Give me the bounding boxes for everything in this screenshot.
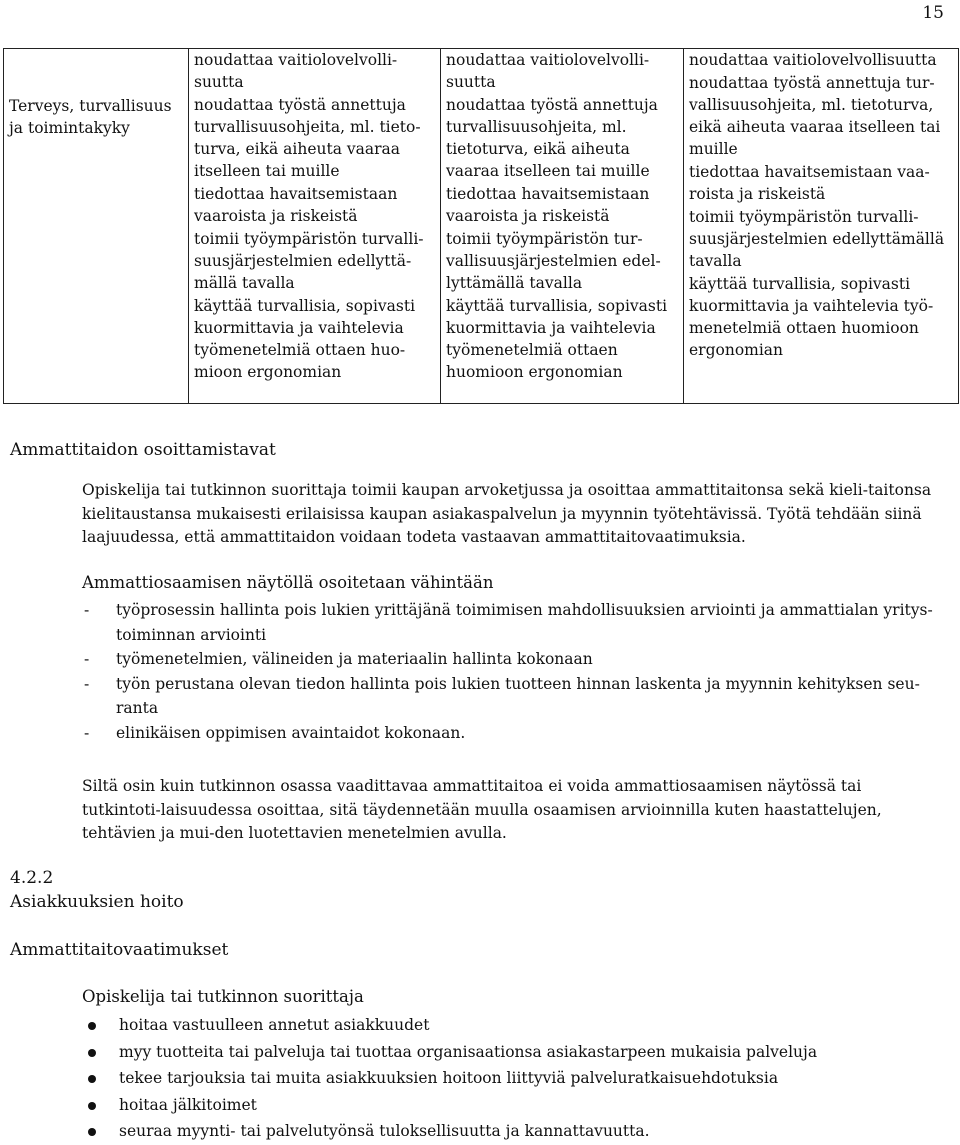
list-item: myy tuotteita tai palveluja tai tuottaa organisaationsa asiakastarpeen mukaisia palveluja — [82, 1039, 942, 1066]
criterion: käyttää turvallisia, sopivasti kuormittavia ja vaihtelevia työ-menetelmiä ottaen huomioon ergonomian — [689, 275, 934, 359]
list-item: - työmenetelmien, välineiden ja materiaalin hallinta kokonaan — [82, 647, 942, 672]
list-item: hoitaa vastuulleen annetut asiakkuudet — [82, 1012, 942, 1039]
criteria-column — [684, 49, 959, 404]
criterion: noudattaa työstä annettuja turvallisuusohjeita, ml. tieto-turva, eikä aiheuta vaaraa itselleen tai muille — [194, 96, 421, 180]
assessment-supplement: Siltä osin kuin tutkinnon osassa vaadittavaa ammattitaitoa ei voida ammattiosaamisen näytössä tai tutkintoti-laisuudessa osoittaa, sitä täydennetään muulla osaamisen arvioinnilla kuten haastattelujen, tehtävien ja mui-den luotettavien menetelmien avulla. — [82, 777, 882, 842]
criterion: noudattaa vaitiolovelvolli-suutta — [194, 51, 398, 91]
criterion: noudattaa vaitiolovelvolli-suutta — [446, 51, 650, 91]
criterion: tiedottaa havaitsemistaan vaa-roista ja riskeistä — [689, 163, 930, 203]
requirements-heading: Ammattitaitovaatimukset — [10, 940, 229, 960]
requirements-list — [82, 1012, 942, 1145]
criterion: tiedottaa havaitsemistaan vaaroista ja riskeistä — [194, 185, 398, 225]
criterion: käyttää turvallisia, sopivasti kuormittavia ja vaihtelevia työmenetelmiä ottaen huo-mioon ergonomian — [194, 297, 416, 381]
criterion: toimii työympäristön turvalli-suusjärjestelmien edellyttämällä tavalla — [689, 208, 945, 270]
criterion: tiedottaa havaitsemistaan vaaroista ja riskeistä — [446, 185, 650, 225]
assessment-heading: Ammattitaidon osoittamistavat — [10, 440, 276, 460]
minimum-heading: Ammattiosaamisen näytöllä osoitetaan vähintään — [82, 573, 494, 592]
criterion: noudattaa vaitiolovelvollisuutta — [689, 51, 937, 69]
criteria-column — [441, 49, 684, 404]
criterion: noudattaa työstä annettuja tur-vallisuusohjeita, ml. tietoturva, eikä aiheuta vaaraa itselleen tai muille — [689, 74, 941, 158]
requirements-lead: Opiskelija tai tutkinnon suorittaja — [82, 987, 364, 1006]
category-cell: Terveys, turvallisuus ja toimintakyky — [4, 49, 189, 404]
list-item: tekee tarjouksia tai muita asiakkuuksien hoitoon liittyviä palveluratkaisuehdotuksia — [82, 1065, 942, 1092]
criterion: toimii työympäristön turvalli-suusjärjestelmien edellyttä-mällä tavalla — [194, 230, 424, 292]
list-item: seuraa myynti- tai palvelutyönsä tuloksellisuutta ja kannattavuutta. — [82, 1118, 942, 1145]
list-item: - työprosessin hallinta pois lukien yrittäjänä toimimisen mahdollisuuksien arviointi ja ammattialan yritys-toiminnan arviointi — [82, 598, 942, 647]
list-item: hoitaa jälkitoimet — [82, 1092, 942, 1119]
section-number: 4.2.2 — [10, 868, 54, 888]
criterion: noudattaa työstä annettuja turvallisuusohjeita, ml. tietoturva, eikä aiheuta vaaraa itselleen tai muille — [446, 96, 658, 180]
criteria-column — [189, 49, 441, 404]
list-item: - elinikäisen oppimisen avaintaidot kokonaan. — [82, 721, 942, 746]
criteria-table — [3, 48, 959, 404]
minimum-list — [82, 598, 942, 745]
section-title: Asiakkuuksien hoito — [10, 892, 184, 912]
list-item: - työn perustana olevan tiedon hallinta pois lukien tuotteen hinnan laskenta ja myynnin kehityksen seu-ranta — [82, 672, 942, 721]
page-number: 15 — [922, 3, 944, 23]
table-row — [4, 49, 959, 404]
criterion: toimii työympäristön tur-vallisuusjärjestelmien edel-lyttämällä tavalla — [446, 230, 661, 292]
criterion: käyttää turvallisia, sopivasti kuormittavia ja vaihtelevia työmenetelmiä ottaen huomioon ergonomian — [446, 297, 668, 381]
assessment-intro: Opiskelija tai tutkinnon suorittaja toimii kaupan arvoketjussa ja osoittaa ammattitaitonsa sekä kieli-taitonsa kielitaustansa mukaisesti erilaisissa kaupan asiakaspalvelun ja myynnin työtehtävissä. Työtä tehdään siinä laajuudessa, että ammattitaidon voidaan todeta vastaavan ammattitaitovaatimuksia. — [82, 481, 932, 546]
